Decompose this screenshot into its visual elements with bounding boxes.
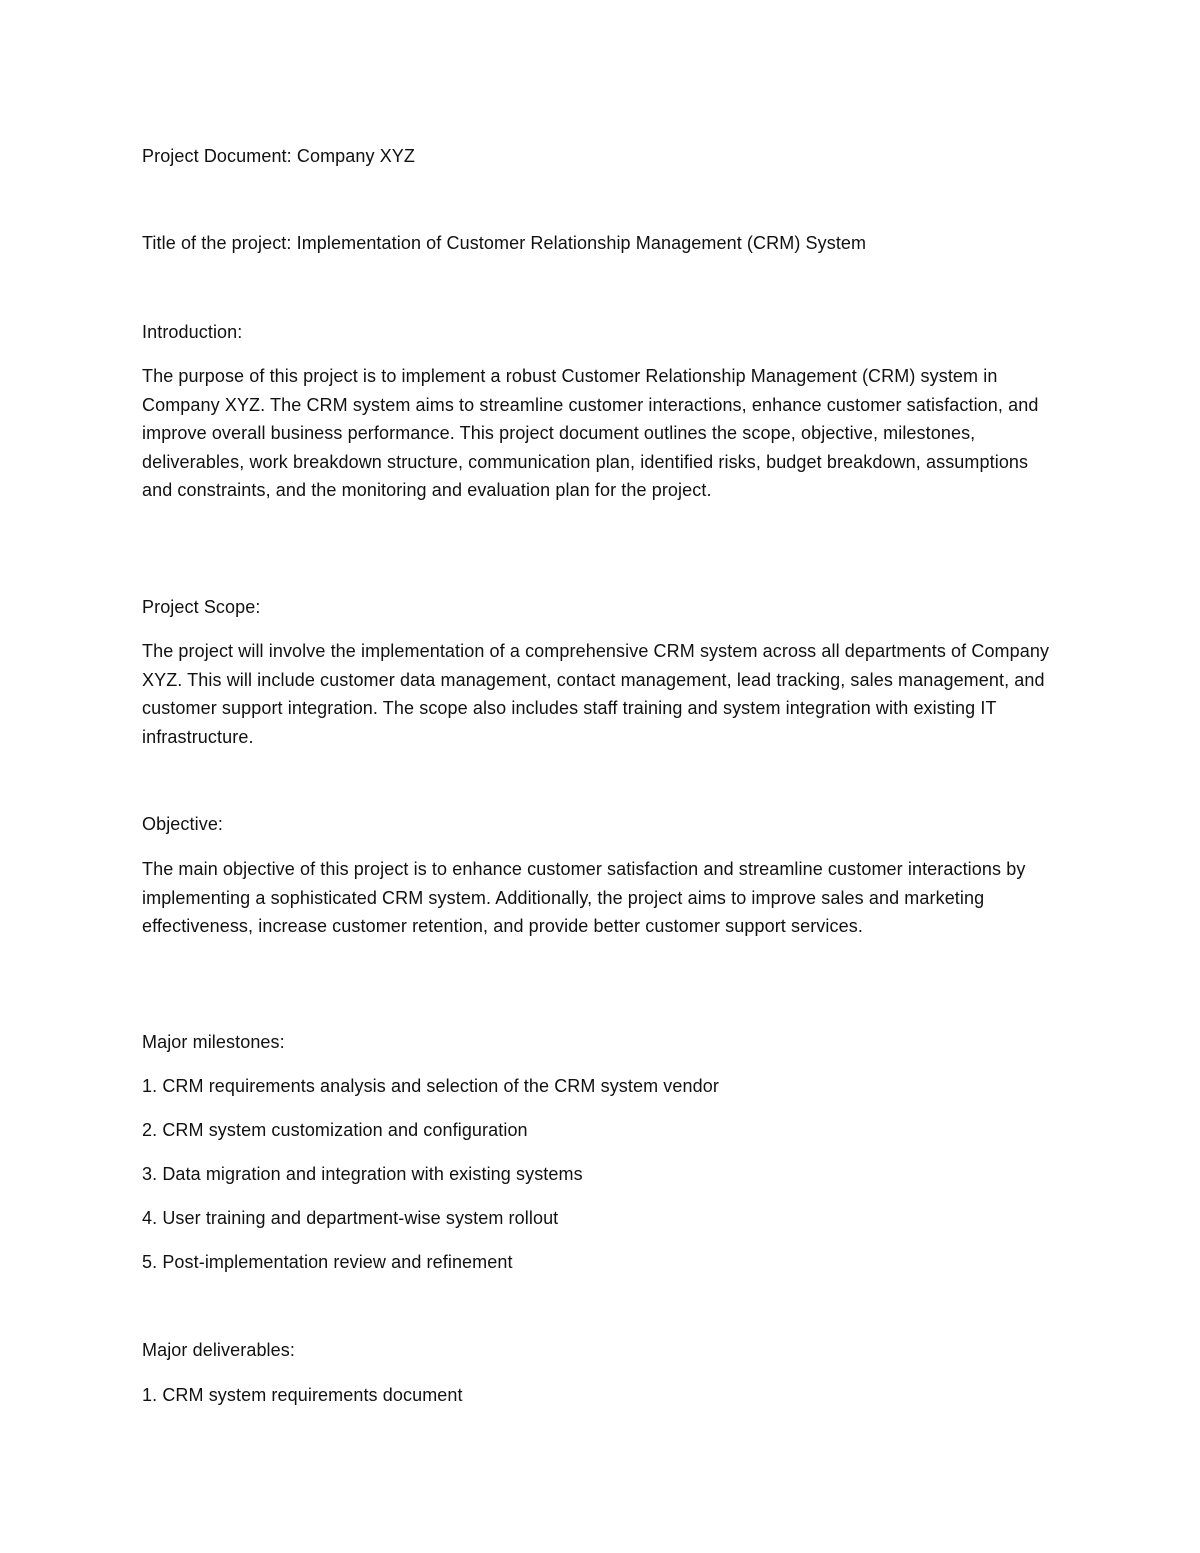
introduction-body: The purpose of this project is to implement a robust Customer Relationship Management (CRM) system in Company XYZ. The CRM system aims to streamline customer interactions, enhance customer satisfaction, and improve overall business performance. This project document outlines the scope, objective, milestones, deliverables, work breakdown structure, communication plan, identified risks, budget breakdown, assumptions and constraints, and the monitoring and evaluation plan for the project. [142,366,1039,500]
milestone-item: 5. Post-implementation review and refinement [142,1252,513,1272]
project-title: Title of the project: Implementation of Customer Relationship Management (CRM) System [142,233,867,253]
deliverable-item: 1. CRM system requirements document [142,1385,463,1405]
document-header: Project Document: Company XYZ [142,146,416,166]
scope-heading: Project Scope: [142,597,261,617]
objective-body: The main objective of this project is to enhance customer satisfaction and streamline customer interactions by implementing a sophisticated CRM system. Additionally, the project aims to improve sales and marketing effectiveness, increase customer retention, and provide better customer support services. [142,859,1026,936]
milestones-heading: Major milestones: [142,1032,285,1052]
milestone-item: 4. User training and department-wise system rollout [142,1208,559,1228]
objective-heading: Objective: [142,814,224,834]
milestone-item: 2. CRM system customization and configuration [142,1120,528,1140]
deliverables-heading: Major deliverables: [142,1340,295,1360]
introduction-heading: Introduction: [142,322,243,342]
milestone-item: 1. CRM requirements analysis and selection of the CRM system vendor [142,1076,719,1096]
scope-body: The project will involve the implementation of a comprehensive CRM system across all departments of Company XYZ. This will include customer data management, contact management, lead tracking, sales management, and customer support integration. The scope also includes staff training and system integration with existing IT infrastructure. [142,641,1050,747]
milestone-item: 3. Data migration and integration with existing systems [142,1164,583,1184]
